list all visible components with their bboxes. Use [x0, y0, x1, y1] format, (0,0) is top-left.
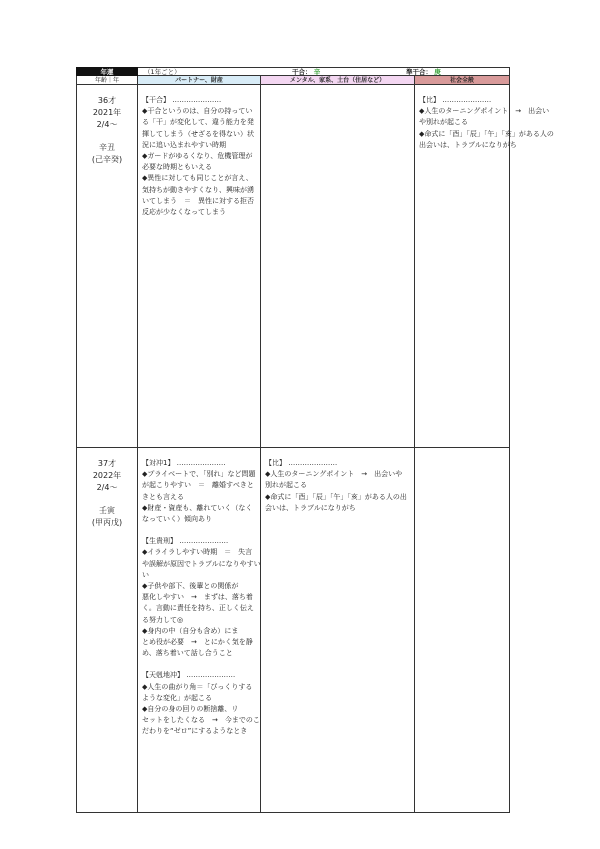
note-section — [142, 670, 260, 737]
age-year-cell — [76, 85, 138, 448]
section-title: 【比】 ………………… — [265, 459, 338, 467]
note-line: ◆命式に「酉」「辰」「午」「亥」がある人の出 — [265, 492, 407, 501]
kango-value: 辛 — [313, 68, 321, 76]
column-header-row — [76, 76, 510, 85]
note-line: ◆自分の身の回りの断捨離、リ — [142, 705, 239, 714]
note-line: 会いは、トラブルになりがち — [265, 503, 356, 512]
col-mental: メンタル、家系、土台（住居など） — [261, 76, 415, 85]
note-line: い — [142, 570, 149, 579]
mental-cell — [261, 85, 415, 448]
table-row — [76, 448, 510, 813]
note-line: 悪化しやすい → まずは、落ち着 — [142, 593, 253, 602]
col-society: 社会全般 — [415, 76, 510, 85]
jun-kango-label: 準干合： — [406, 68, 432, 76]
note-line: ◆人生の曲がり角＝「びっくりする — [142, 682, 253, 691]
age-text: 36才 — [97, 96, 117, 105]
note-line: 必要な時期ともいえる — [142, 163, 212, 172]
note-line: 反応が少なくなってしまう — [142, 208, 226, 217]
header-bar — [76, 67, 510, 76]
note-line: ◆命式に「酉」「辰」「午」「亥」がある人の — [419, 129, 554, 138]
section-title: 【対冲1】 ………………… — [142, 459, 226, 467]
note-line: ◆干合というのは、自分の持ってい — [142, 107, 253, 116]
year-text: 2021年 — [92, 108, 122, 117]
date-text: 2/4～ — [96, 483, 118, 492]
note-section — [142, 536, 261, 659]
note-line: ◆プライベートで、「別れ」など問題 — [142, 470, 256, 479]
note-line: ◆ガードがゆるくなり、危機管理が — [142, 152, 253, 161]
note-line: ◆人生のターニングポイント → 出会いや — [265, 470, 403, 479]
table-row — [76, 85, 554, 448]
mental-cell — [261, 448, 415, 813]
note-line: ◆子供や部下、後輩との関係が — [142, 582, 239, 591]
note-line: ◆イライラしやすい時期 ＝ 失言 — [142, 548, 253, 557]
note-line: ◆身内の中（自分も含め）にま — [142, 626, 239, 635]
note-line: ◆異性に対しても同じことが言え、 — [142, 174, 253, 183]
note-line: いてしまう ＝ 異性に対する拒否 — [142, 196, 254, 205]
zokan-text: (甲丙戊) — [91, 518, 123, 527]
header-info — [138, 67, 510, 76]
note-line: る努力して◎ — [142, 615, 184, 624]
note-line: ◆財産・資産も、離れていく（なく — [142, 503, 253, 512]
section-title: 【天剋地冲】 ………………… — [142, 671, 236, 680]
age-text: 37才 — [97, 459, 117, 468]
zokan-text: (己辛癸) — [91, 155, 123, 164]
society-cell — [415, 448, 510, 813]
note-line: だわりを“ゼロ”にするようなとき — [142, 727, 248, 736]
section-title: 【干合】 ………………… — [142, 96, 222, 104]
note-line: が起こりやすい ＝ 離婚すべきと — [142, 481, 254, 490]
note-line: 況に追い込まれやすい時期 — [142, 140, 226, 149]
section-title: 【生貴刑】 ………………… — [142, 537, 229, 546]
nenun-label: 年運 — [76, 67, 138, 76]
eto-text: 壬寅 — [99, 506, 115, 515]
note-line: セットをしたくなる → 今までのこ — [142, 716, 260, 725]
date-text: 2/4～ — [96, 120, 118, 129]
partner-cell — [138, 85, 261, 448]
note-line: 気持ちが動きやすくなり、興味が湧 — [142, 185, 254, 194]
note-line: め、落ち着いて話し合うこと — [142, 649, 233, 658]
note-section — [142, 95, 256, 218]
note-line: ような変化」が起こる — [142, 693, 212, 702]
col-partner: パートナー、財産 — [138, 76, 261, 85]
society-cell — [415, 85, 554, 448]
note-section — [419, 95, 554, 151]
col-age-year: 年齢｜年 — [76, 76, 138, 85]
unit-label: （1年ごと） — [144, 68, 181, 76]
note-line: や別れが起こる — [419, 118, 468, 127]
note-line: る「干」が変化して、違う能力を発 — [142, 118, 254, 127]
note-line: 別れが起こる — [265, 481, 307, 490]
section-title: 【比】 ………………… — [419, 96, 492, 104]
note-line: や誤解が原因でトラブルになりやすい — [142, 559, 261, 568]
note-line: く。言動に責任を持ち、正しく伝え — [142, 604, 254, 613]
note-section — [142, 458, 256, 525]
note-line: ◆人生のターニングポイント → 出会い — [419, 107, 550, 116]
kango-label: 干合： — [292, 68, 312, 76]
note-line: とめ役が必要 → とにかく気を静 — [142, 638, 253, 647]
partner-cell — [138, 448, 261, 813]
note-section — [265, 458, 410, 514]
jun-kango-value: 庚 — [434, 68, 441, 76]
note-line: 出会いは、トラブルになりがち — [419, 140, 517, 149]
note-line: きとも言える — [142, 492, 184, 501]
note-line: 揮してしまう（せざるを得ない）状 — [142, 129, 254, 138]
note-line: なっていく）傾向あり — [142, 515, 212, 524]
age-year-cell — [76, 448, 138, 813]
year-text: 2022年 — [92, 471, 122, 480]
eto-text: 辛丑 — [99, 143, 115, 152]
